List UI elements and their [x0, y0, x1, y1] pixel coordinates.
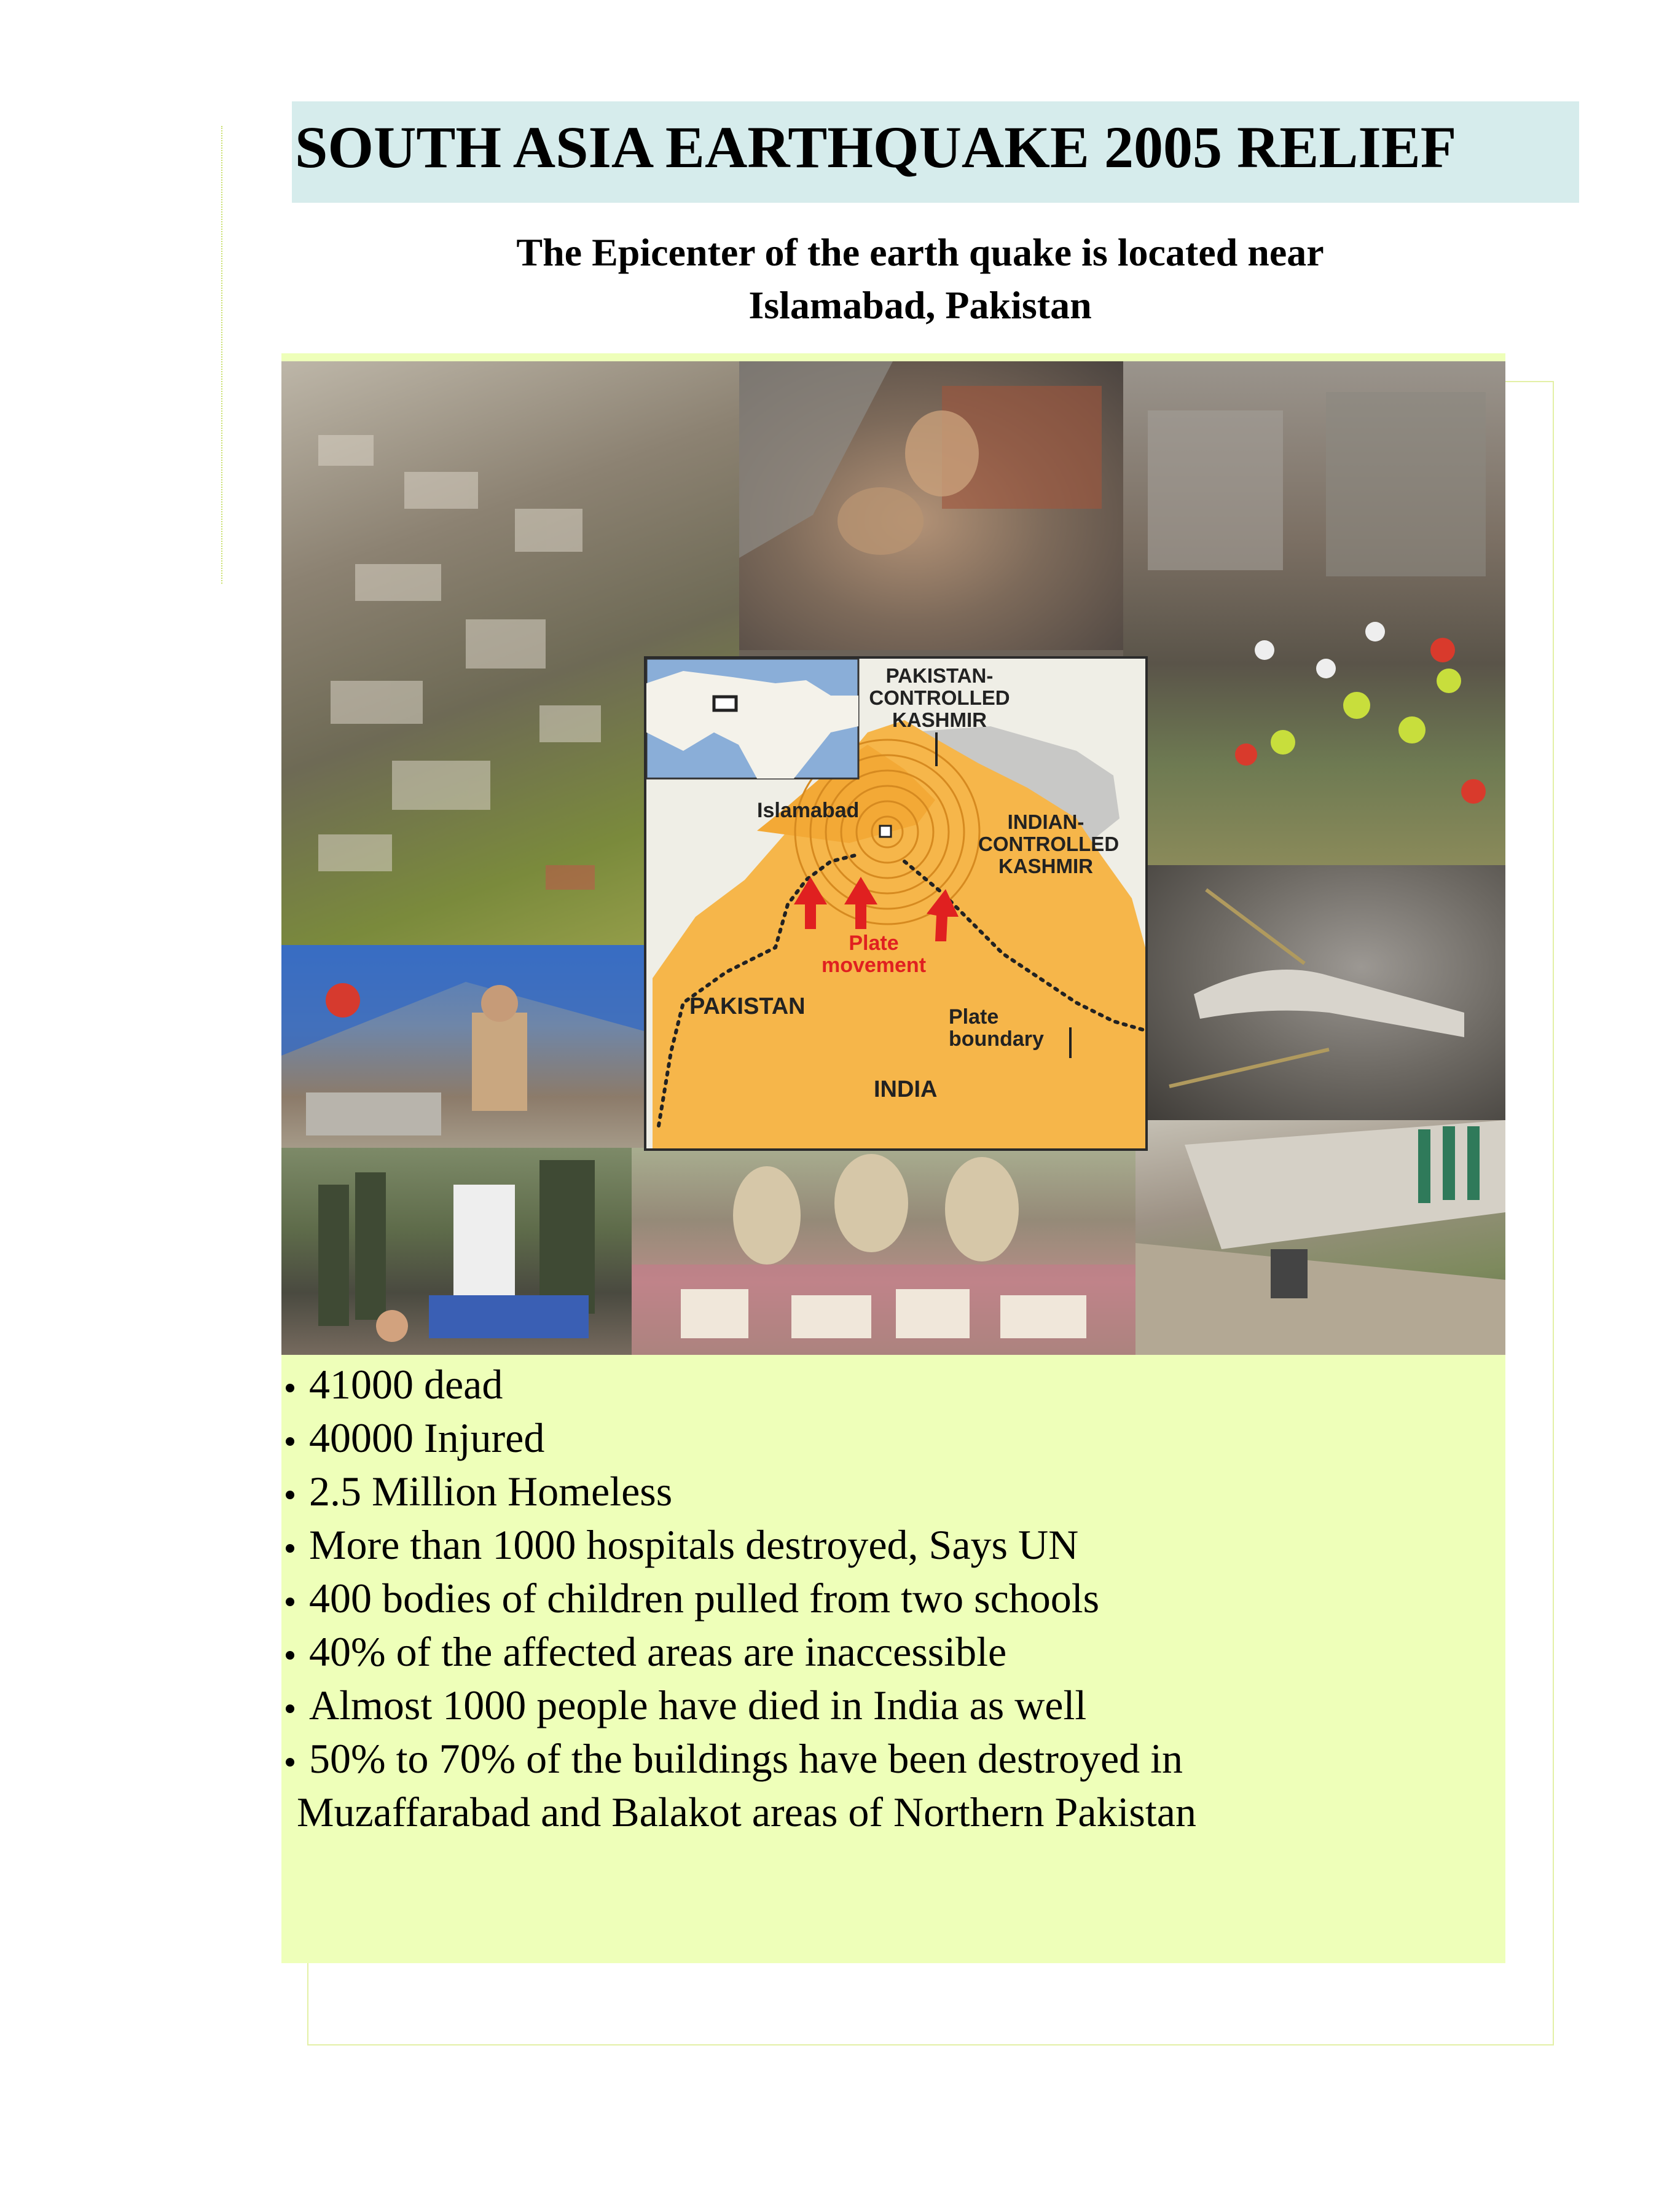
map-label-pak-kashmir-line-1: PAKISTAN-	[885, 664, 994, 687]
list-item: Almost 1000 people have died in India as well	[284, 1679, 1196, 1732]
map-label-ind-kashmir-line-2: CONTROLLED	[978, 833, 1120, 855]
epicenter-map	[644, 656, 1148, 1151]
list-item: 40000 Injured	[284, 1411, 1196, 1465]
photo-hand-in-rubble	[1145, 865, 1505, 1120]
photo-rescue-workers	[1123, 361, 1505, 865]
list-item: 2.5 Million Homeless	[284, 1465, 1196, 1518]
map-label-pak-kashmir-line-3: KASHMIR	[892, 708, 987, 731]
map-label-ind-kashmir-line-3: KASHMIR	[998, 855, 1093, 877]
map-label-islamabad: Islamabad	[757, 799, 860, 822]
facts-list	[284, 1358, 1196, 1839]
list-item: 400 bodies of children pulled from two schools	[284, 1572, 1196, 1625]
map-graphic	[646, 659, 1145, 1148]
map-label-plate-boundary-line-2: boundary	[949, 1027, 1044, 1051]
guide-dotted-line	[221, 126, 222, 584]
map-label-india: INDIA	[874, 1077, 938, 1102]
page-title: SOUTH ASIA EARTHQUAKE 2005 RELIEF	[295, 114, 1457, 180]
map-label-ind-kashmir	[978, 810, 1120, 877]
list-item: 40% of the affected areas are inaccessible	[284, 1625, 1196, 1679]
list-item: More than 1000 hospitals destroyed, Says UN	[284, 1518, 1196, 1572]
photo-survivors-tent	[281, 945, 644, 1148]
list-item: 50% to 70% of the buildings have been destroyed in	[284, 1732, 1196, 1786]
map-label-plate-boundary-line-1: Plate	[949, 1005, 999, 1029]
photo-collapsed-building	[1135, 1120, 1505, 1355]
map-label-plate-boundary	[949, 1006, 1084, 1050]
map-label-ind-kashmir-line-1: INDIAN-	[1007, 810, 1084, 833]
photo-injured-children	[632, 1148, 1135, 1355]
map-label-pak-kashmir	[869, 665, 1010, 731]
map-label-plate-movement-line-2: movement	[821, 954, 927, 977]
map-label-plate-movement	[803, 932, 944, 976]
map-label-plate-movement-line-1: Plate	[849, 931, 899, 955]
photo-soldiers-carrying	[281, 1148, 632, 1355]
subtitle	[307, 226, 1533, 332]
subtitle-line-1: The Epicenter of the earth quake is located near	[516, 230, 1324, 274]
list-item: 41000 dead	[284, 1358, 1196, 1411]
subtitle-line-2: Islamabad, Pakistan	[748, 283, 1092, 327]
map-label-pak-kashmir-line-2: CONTROLLED	[869, 686, 1010, 709]
photo-rubble-rescue	[739, 361, 1123, 650]
list-item-continuation: Muzaffarabad and Balakot areas of Northern Pakistan	[297, 1789, 1196, 1835]
map-label-pakistan: PAKISTAN	[689, 994, 806, 1019]
